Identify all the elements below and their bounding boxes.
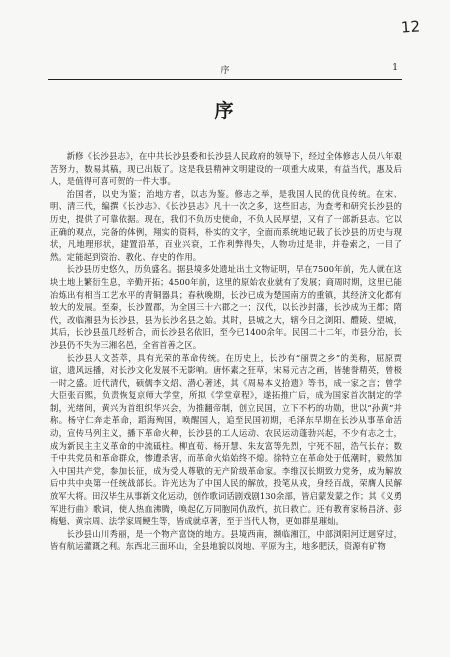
running-head-title: 序 xyxy=(220,66,230,76)
paragraph: 治国者，以史为鉴；治地方者，以志为鉴。修志之举，是我国人民的优良传统。在宋、明、清三代，编撰《长沙志》、《长沙县志》凡十一次之多，这些旧志，为查考和研究长沙县的历史，提供了可靠依据。现在，我们不负历史使命，不负人民厚望，又有了一部新县志。它以正确的观点，完备的体例，翔实的资料，朴实的文字，全面而系统地记载了长沙县的历史与现状，凡地理形状，建置沿革，百业兴衰，工作利弊得失，人物功过是非，并卷索之，一目了然。定能起到资治、教化、存史的作用。 xyxy=(50,188,402,262)
preface-heading: 序 xyxy=(214,100,236,122)
header-rule xyxy=(48,79,402,80)
page-number: 1 xyxy=(392,63,398,73)
paragraph: 长沙县历史悠久，历负盛名。据县境多处遗址出土文物证明，早在7500年前，先人就在这块土地上繁衍生息，辛勤开拓；4500年前，这里的原始农业就有了发展；商周时期，这里已能冶炼出有相当工艺水平的青铜器具；春秋晚期，长沙已成为楚国南方的重镇，其经济文化都有较大的发展。至秦，长沙置郡，为全国三十六郡之一；汉代，以长沙封藩，长沙成为王都；隋代，改临湘县为长沙县，县为长沙名县之始。其时，县城之大，辖今日之浏阳、醴陵、望城，其后，长沙县虽几经析合，而长沙县名依旧，至今已1400余年。民国二十二年，市县分治，长沙县仍不失为三湘名邑，全省首善之区。 xyxy=(50,264,402,350)
paragraph: 长沙县山川秀丽，是一个物产富饶的地方。县境西南，濒临湘江，中部浏阳河迂迴穿过，皆有航运灌溉之利。东西北三面环山，全县地貌以岗地、平原为主，地多肥沃，资源有矿物 xyxy=(50,528,402,552)
paragraph: 新修《长沙县志》，在中共长沙县委和长沙县人民政府的领导下，经过全体修志人员八年艰苦努力，数易其稿，现已出版了。这是我县精神文明建设的一项重大成果，有益当代，惠及后人，是值得可喜可贺的一件大事。 xyxy=(50,151,402,187)
paragraph: 长沙县人文荟萃，具有光荣的革命传统。在历史上，长沙有“丽贾之乡”的美称，屈原贾谊，遗风远播，对长沙文化发展不无影响。唐怀素之狂草，宋易元吉之画，皆驰誉精英，曾极一时之盛。近代清代，硕儒李文炤、潜心著述，其《周易本义拾遗》等书，成一家之言；曾学大臣张百熙，负责恢复京师大学堂，所拟《学堂章程》，遂拓推广后，成为国家首次制定的学制，光绪间，黄兴为首组织华兴会，为推翻帝制，创立民国，立下不朽的功勋，世以“孙黄”并称。杨守仁奔走革命，蹈海殉国，唤醒国人，追至民国初期，毛泽东早期在长沙从事革命活动，宣传马列主义，播下革命火种，长沙县的工人运动、农民运动蓬勃兴起，不少有志之士，成为新民主主义革命的中流砥柱。柳直荀、杨开慧、朱友富等先烈，宁死不屈，浩气长存；数千中共党员和革命群众，惨遭杀害，而革命火焰始终不熄。徐特立在革命处于低潮时，毅然加入中国共产党，参加长征，成为受人尊敬的无产阶级革命家。李维汉长期致力党务，成为解放后中共中央第一任统战部长。许光达为了中国人民的解放，投笔从戎，身经百战，荣膺人民解放军大将。田汉毕生从事新文化运动，创作歌词话剧戏剧130余部，皆启蒙发蒙之作；其《义勇军进行曲》歌词，使人热血沸腾，唤起亿万同胞同仇敌忾，抗日救亡。还有教育家杨昌济、彭梅魁、黄宗周、法学家周鲠生等，皆成就卓著，至于当代人物，更如群星璀灿。 xyxy=(50,352,403,527)
preface-body xyxy=(50,150,402,553)
handwritten-page-note: 12 xyxy=(400,17,421,37)
running-head xyxy=(48,63,402,77)
